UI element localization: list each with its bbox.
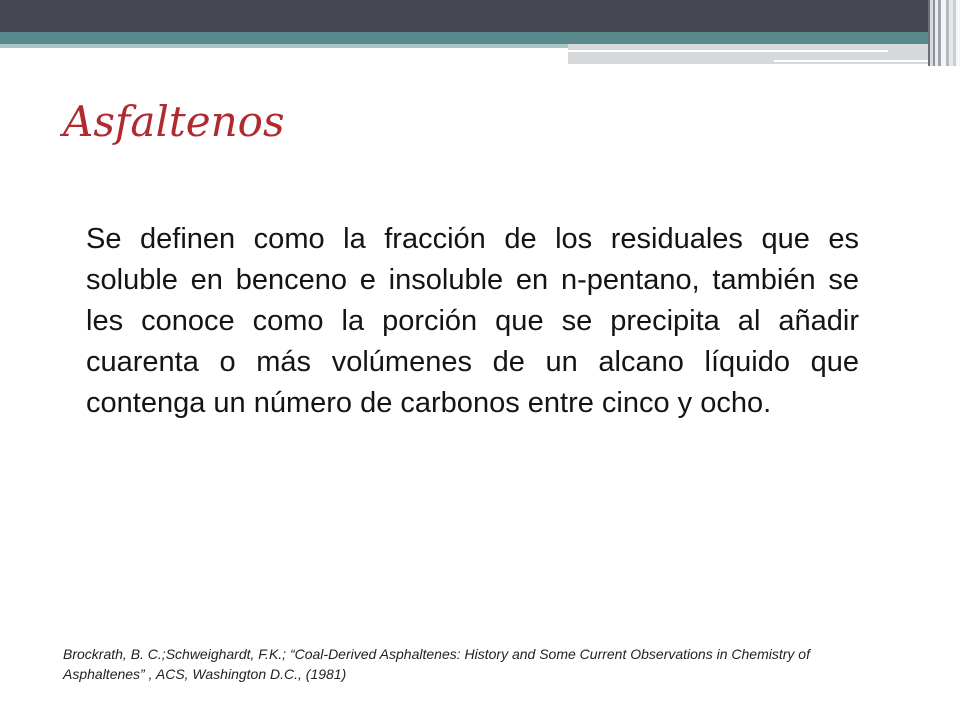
accent-band-light (0, 44, 568, 48)
header-divider-line (568, 50, 888, 52)
slide-body-text: Se definen como la fracción de los residuales que es soluble en benceno e insoluble en n-pentano, también se les conoce como la porción que se precipita al añadir cuarenta o más volúmenes de un alcano líquido que contenga un número de carbonos entre cinco y ocho. (86, 223, 859, 419)
header-edge-stripes (928, 0, 960, 66)
accent-band (0, 32, 928, 44)
reference-citation: Brockrath, B. C.;Schweighardt, F.K.; “Coal-Derived Asphaltenes: History and Some Current Observations in Chemistry of Asphaltenes” , ACS, Washington D.C., (1981) (63, 646, 810, 682)
header-divider-line-short (774, 60, 928, 62)
slide-title: Asfaltenos (63, 97, 285, 146)
header-bar (0, 0, 928, 32)
